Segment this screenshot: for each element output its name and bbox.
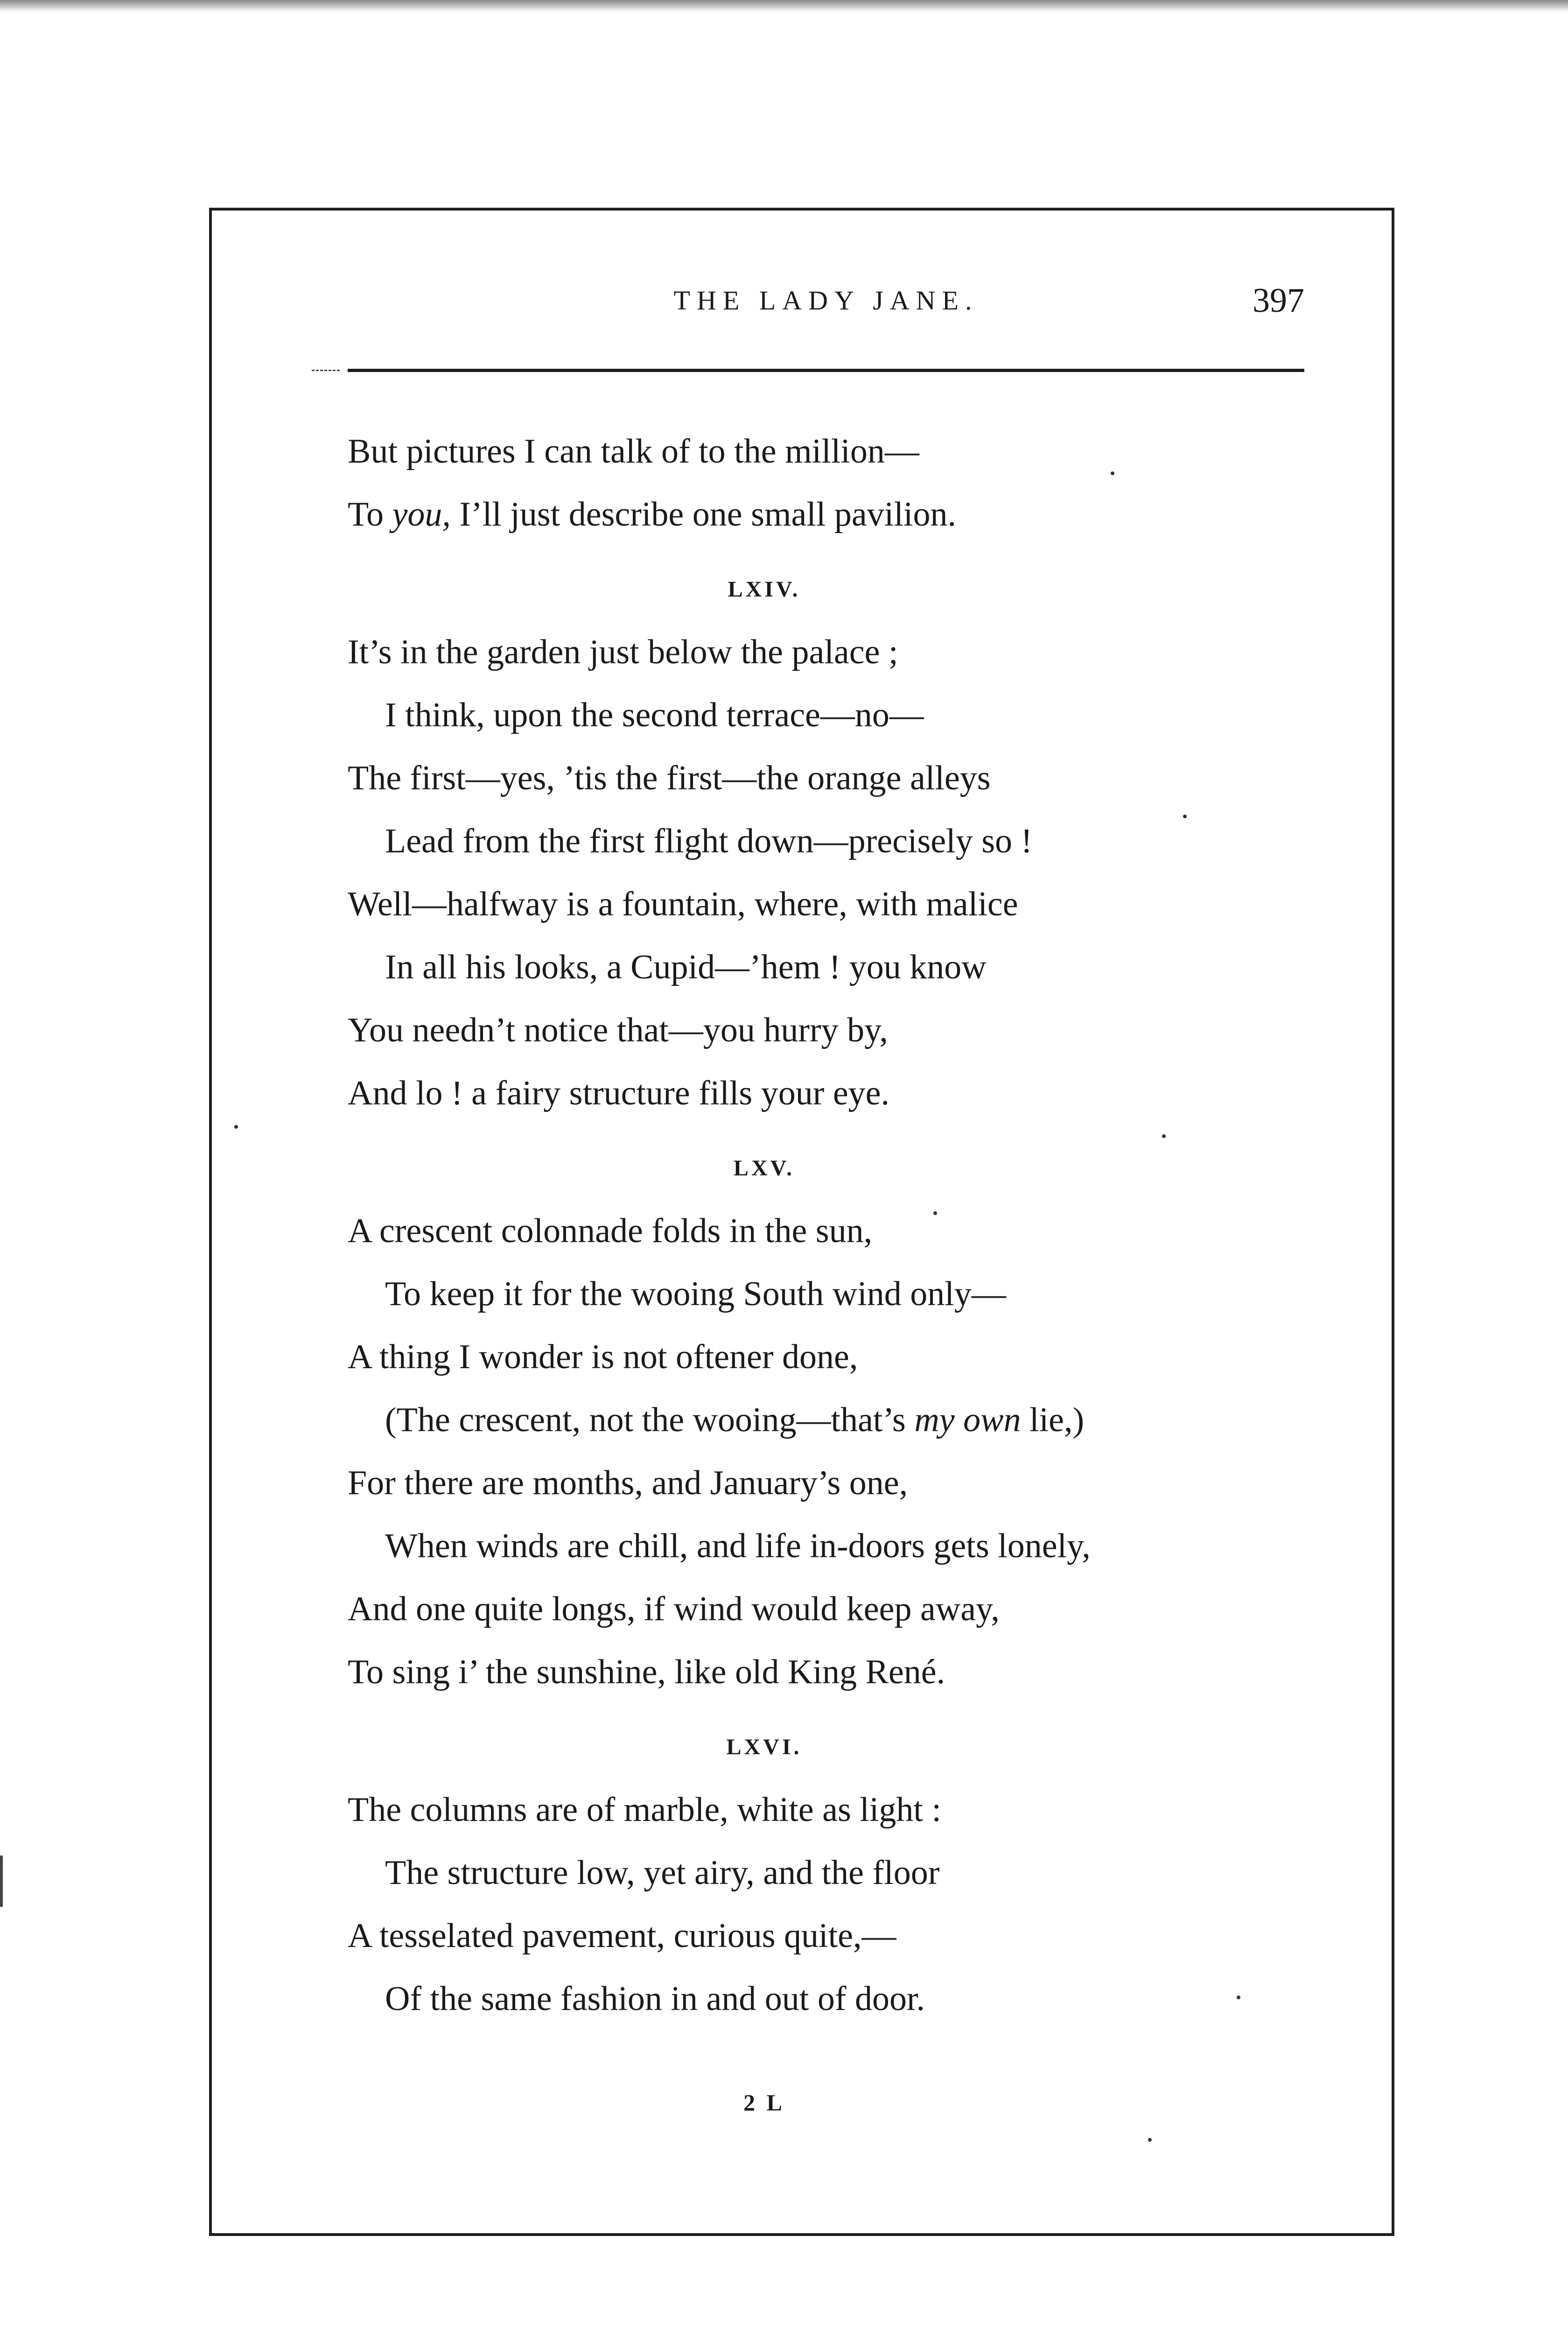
verse-line: In all his looks, a Cupid—’hem ! you know <box>385 948 987 986</box>
verse-line: For there are months, and January’s one, <box>348 1464 908 1502</box>
verse-line: You needn’t notice that—you hurry by, <box>348 1011 888 1049</box>
verse-line: A crescent colonnade folds in the sun, <box>348 1212 873 1250</box>
verse-line: The structure low, yet airy, and the floor <box>385 1854 940 1892</box>
poem-text <box>348 420 1374 2031</box>
verse-line: And lo ! a fairy structure fills your eye. <box>348 1074 890 1112</box>
verse-line: But pictures I can talk of to the million— <box>348 432 919 471</box>
scan-speck <box>1162 1134 1166 1138</box>
verse-italic: you, <box>392 495 451 534</box>
verse-line: To keep it for the wooing South wind only— <box>385 1275 1006 1313</box>
scan-speck <box>1183 815 1187 818</box>
verse-line: Lead from the first flight down—precisely so ! <box>385 822 1033 860</box>
running-title: THE LADY JANE. <box>673 285 979 316</box>
verse-line: A tesselated pavement, curious quite,— <box>348 1917 896 1955</box>
verse-fragment: I’ll just describe one small pavilion. <box>450 495 956 534</box>
stanza-numeral: LXV. <box>733 1156 795 1181</box>
printer-signature: 2 L <box>743 2089 785 2116</box>
scan-speck <box>1111 471 1114 475</box>
stanza-numeral: LXVI. <box>726 1735 802 1759</box>
scan-speck <box>1237 1996 1240 1999</box>
verse-line: Well—halfway is a fountain, where, with malice <box>348 885 1018 923</box>
page-number: 397 <box>1253 281 1304 320</box>
scan-speck <box>933 1211 937 1215</box>
verse-line: Of the same fashion in and out of door. <box>385 1980 925 2018</box>
verse-line: And one quite longs, if wind would keep away, <box>348 1590 1000 1628</box>
rule-lead-marks <box>312 370 340 373</box>
verse-line: To sing i’ the sunshine, like old King René. <box>348 1653 945 1691</box>
scan-speck <box>1148 2138 1152 2142</box>
verse-line: It’s in the garden just below the palace ; <box>348 633 898 671</box>
verse-line <box>348 483 1374 546</box>
verse-line: The first—yes, ’tis the first—the orange alleys <box>348 759 991 797</box>
verse-fragment: lie,) <box>1021 1401 1085 1439</box>
running-head <box>348 275 1304 341</box>
verse-italic: my own <box>914 1401 1021 1439</box>
verse-line: A thing I wonder is not oftener done, <box>348 1338 858 1376</box>
verse-fragment: To <box>348 495 392 534</box>
verse-line: I think, upon the second terrace—no— <box>385 696 924 734</box>
verse-line: The columns are of marble, white as light : <box>348 1791 942 1829</box>
verse-fragment: (The crescent, not the wooing—that’s <box>385 1401 915 1439</box>
header-rule <box>348 369 1304 372</box>
scan-edge-top <box>0 0 1568 12</box>
scan-speck <box>234 1125 238 1129</box>
stanza-numeral: LXIV. <box>728 577 801 602</box>
scan-edge-mark <box>0 1856 3 1907</box>
verse-line <box>348 1389 1374 1452</box>
verse-line: When winds are chill, and life in-doors gets lonely, <box>385 1527 1091 1565</box>
